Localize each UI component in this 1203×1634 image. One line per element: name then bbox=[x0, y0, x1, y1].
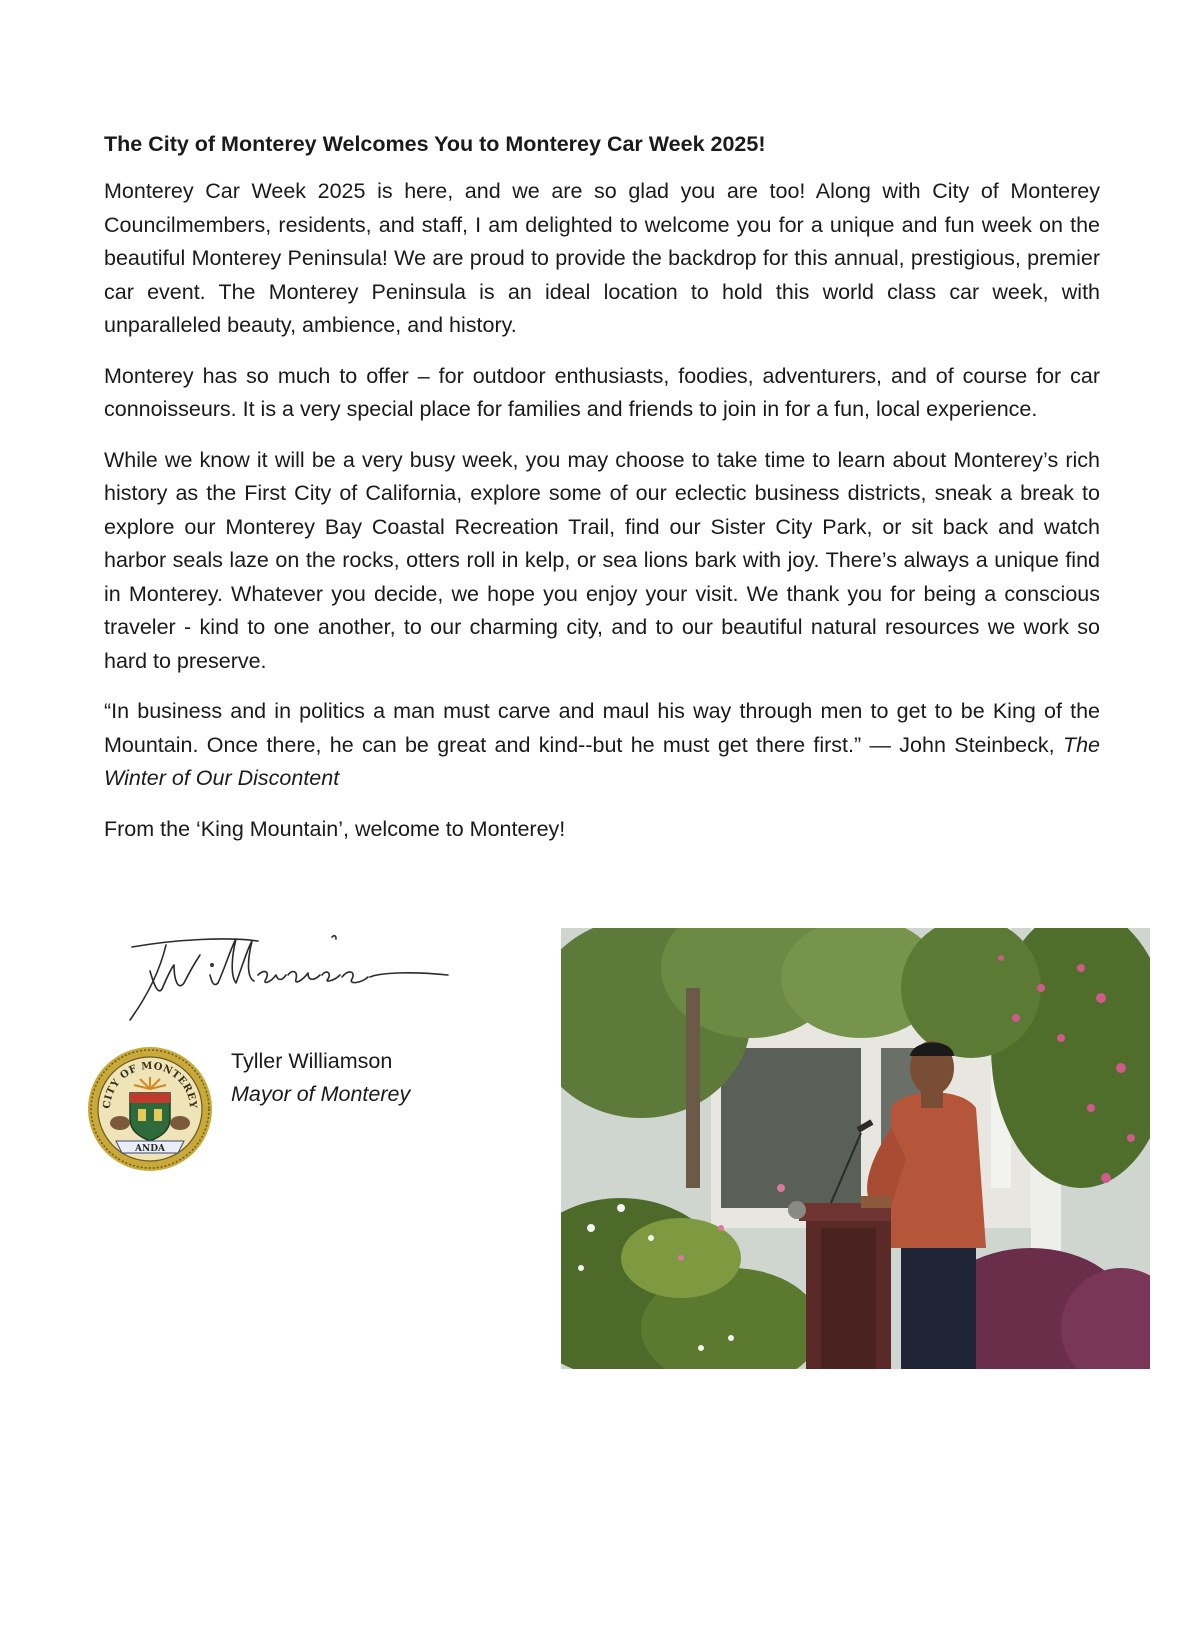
letter-paragraph-1: Monterey Car Week 2025 is here, and we are so glad you are too! Along with City of Monterey Councilmembers, residents, and staff, I am delighted to welcome you for a unique and fun week on the beautiful Monterey Peninsula! We are proud to provide the backdrop for this annual, prestigious, premier car event. The Monterey Peninsula is an ideal location to hold this world class car week, with unparalleled beauty, ambience, and history. bbox=[104, 179, 1100, 337]
signer-block bbox=[231, 1045, 410, 1111]
letter-paragraph-3: While we know it will be a very busy week, you may choose to take time to learn about Monterey’s rich history as the First City of California, explore some of our eclectic business districts, sneak a break to explore our Monterey Bay Coastal Recreation Trail, find our Sister City Park, or sit back and watch harbor seals laze on the rocks, otters roll in kelp, or sea lions bark with joy. There’s always a unique find in Monterey. Whatever you decide, we hope you enjoy your visit. We thank you for being a conscious traveler - kind to one another, to our charming city, and to our beautiful natural resources we work so hard to preserve. bbox=[104, 447, 1100, 673]
welcome-letter bbox=[104, 128, 1100, 863]
signature-image bbox=[118, 925, 468, 1025]
seal-banner-text: ANDA bbox=[135, 1144, 165, 1154]
steinbeck-quote bbox=[104, 695, 1100, 796]
letter-paragraph-2: Monterey has so much to offer – for outdoor enthusiasts, foodies, adventurers, and of course for car connoisseurs. It is a very special place for families and friends to join in for a fun, local experience. bbox=[104, 363, 1100, 421]
city-seal-icon bbox=[86, 1045, 214, 1173]
mayor-photo bbox=[561, 928, 1150, 1369]
letter-closing: From the ‘King Mountain’, welcome to Monterey! bbox=[104, 816, 566, 841]
quote-text: “In business and in politics a man must carve and maul his way through men to get to be King of the Mountain. Once there, he can be great and kind--but he must get there first.” — John Steinbeck, bbox=[104, 699, 1100, 757]
quote-source: The Winter of Our Discontent bbox=[104, 732, 1100, 790]
letter-title: The City of Monterey Welcomes You to Monterey Car Week 2025! bbox=[104, 132, 766, 156]
signer-name: Tyller Williamson bbox=[231, 1049, 393, 1073]
signer-title: Mayor of Monterey bbox=[231, 1082, 411, 1106]
seal-ring-text: CITY OF MONTEREY bbox=[101, 1060, 199, 1110]
